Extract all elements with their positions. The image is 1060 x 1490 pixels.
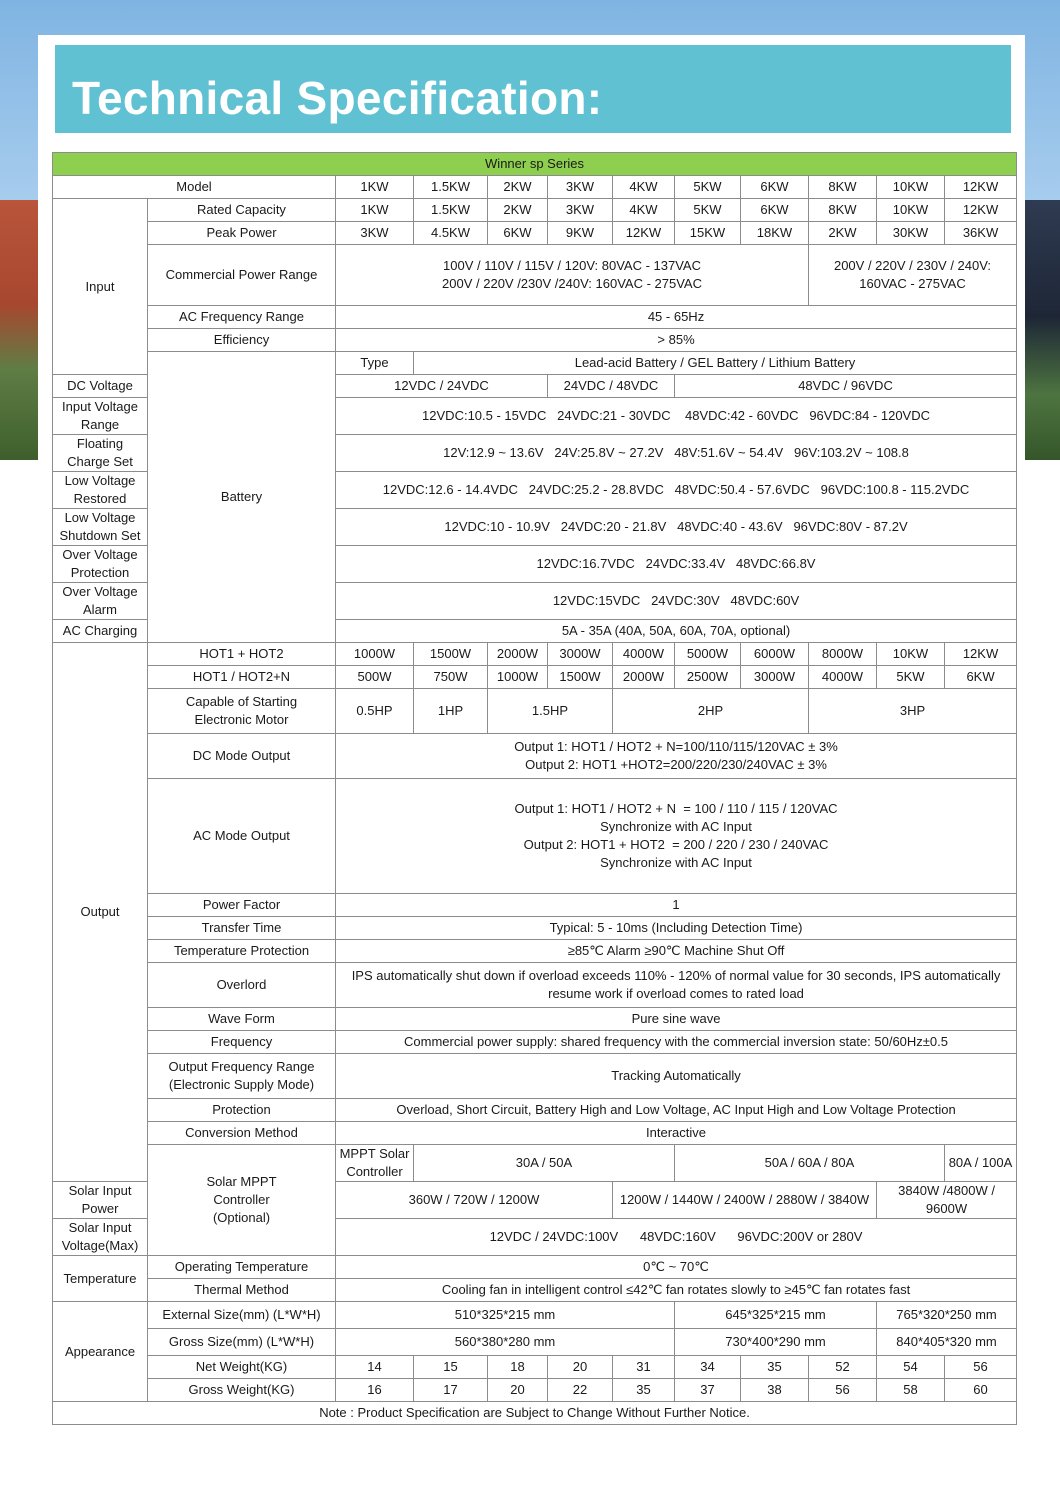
cell: 12VDC:16.7VDC 24VDC:33.4V 48VDC:66.8V bbox=[336, 546, 1017, 583]
table-row bbox=[53, 940, 1017, 963]
cell: Cooling fan in intelligent control ≤42℃ fan rotates slowly to ≥45℃ fan rotates fast bbox=[336, 1279, 1017, 1302]
cell: 2500W bbox=[675, 666, 741, 689]
row-label: Floating Charge Set bbox=[53, 435, 148, 472]
cell-line: IPS automatically shut down if overload exceeds 110% - 120% of normal value for 30 seconds, IPS automatically bbox=[351, 968, 1001, 983]
label-line: (Optional) bbox=[212, 1210, 271, 1225]
cell: 12KW bbox=[945, 643, 1017, 666]
group-label bbox=[148, 1145, 336, 1256]
cell: 1500W bbox=[414, 643, 488, 666]
label-line: (Electronic Supply Mode) bbox=[168, 1077, 315, 1092]
cell-line: resume work if overload comes to rated load bbox=[548, 986, 804, 1001]
table-row bbox=[53, 963, 1017, 1008]
cell: 3000W bbox=[741, 666, 809, 689]
table-row bbox=[53, 894, 1017, 917]
cell: Tracking Automatically bbox=[336, 1054, 1017, 1099]
cell: 1000W bbox=[336, 643, 414, 666]
table-row bbox=[53, 1054, 1017, 1099]
cell: 4KW bbox=[613, 176, 675, 199]
cell: 10KW bbox=[877, 643, 945, 666]
cell-line: 200V / 220V / 230V / 240V: bbox=[833, 258, 992, 273]
row-label: Efficiency bbox=[148, 329, 336, 352]
cell: 15 bbox=[414, 1356, 488, 1379]
cell: 54 bbox=[877, 1356, 945, 1379]
cell: 35 bbox=[741, 1356, 809, 1379]
cell: 1.5HP bbox=[488, 689, 613, 734]
cell: 1200W / 1440W / 2400W / 2880W / 3840W bbox=[613, 1182, 877, 1219]
table-row bbox=[53, 222, 1017, 245]
cell-line: 160VAC - 275VAC bbox=[859, 276, 966, 291]
cell: 3KW bbox=[336, 222, 414, 245]
cell: 35 bbox=[613, 1379, 675, 1402]
label-line: Electronic Motor bbox=[194, 712, 289, 727]
row-label: Frequency bbox=[148, 1031, 336, 1054]
table-row bbox=[53, 176, 1017, 199]
row-label: Temperature Protection bbox=[148, 940, 336, 963]
cell: 4KW bbox=[613, 199, 675, 222]
cell: 2HP bbox=[613, 689, 809, 734]
table-row bbox=[53, 666, 1017, 689]
cell: 2KW bbox=[488, 176, 548, 199]
cell bbox=[809, 245, 1017, 306]
background-house-roof bbox=[0, 200, 38, 460]
row-label: Rated Capacity bbox=[148, 199, 336, 222]
row-label: Transfer Time bbox=[148, 917, 336, 940]
cell: 2000W bbox=[488, 643, 548, 666]
cell: 1KW bbox=[336, 176, 414, 199]
cell: Typical: 5 - 10ms (Including Detection Time) bbox=[336, 917, 1017, 940]
cell: 1KW bbox=[336, 199, 414, 222]
cell: 3KW bbox=[548, 176, 613, 199]
row-label: Type bbox=[336, 352, 414, 375]
cell: 6KW bbox=[741, 176, 809, 199]
cell: 6000W bbox=[741, 643, 809, 666]
cell bbox=[336, 963, 1017, 1008]
cell: 2000W bbox=[613, 666, 675, 689]
cell: 30KW bbox=[877, 222, 945, 245]
table-row bbox=[53, 1356, 1017, 1379]
cell: 9KW bbox=[548, 222, 613, 245]
cell: 4.5KW bbox=[414, 222, 488, 245]
cell: 1.5KW bbox=[414, 176, 488, 199]
row-label bbox=[148, 689, 336, 734]
cell: 5000W bbox=[675, 643, 741, 666]
spec-table bbox=[52, 152, 1017, 1425]
cell: 30A / 50A bbox=[414, 1145, 675, 1182]
cell: 2KW bbox=[488, 199, 548, 222]
group-label: Temperature bbox=[53, 1256, 148, 1302]
cell bbox=[336, 734, 1017, 779]
cell-line: Output 2: HOT1 + HOT2 = 200 / 220 / 230 / 240VAC bbox=[523, 837, 829, 852]
cell: 1000W bbox=[488, 666, 548, 689]
table-row bbox=[53, 643, 1017, 666]
cell: Overload, Short Circuit, Battery High and Low Voltage, AC Input High and Low Voltage Protection bbox=[336, 1099, 1017, 1122]
row-label: External Size(mm) (L*W*H) bbox=[148, 1302, 336, 1329]
cell: 730*400*290 mm bbox=[675, 1329, 877, 1356]
cell: 12KW bbox=[945, 176, 1017, 199]
group-label: Appearance bbox=[53, 1302, 148, 1402]
cell: 510*325*215 mm bbox=[336, 1302, 675, 1329]
cell: 3KW bbox=[548, 199, 613, 222]
cell-line: Output 1: HOT1 / HOT2 + N=100/110/115/120VAC ± 3% bbox=[514, 739, 838, 754]
cell: 48VDC / 96VDC bbox=[675, 375, 1017, 398]
cell-line: Output 2: HOT1 +HOT2=200/220/230/240VAC ± 3% bbox=[525, 757, 827, 772]
cell: 56 bbox=[945, 1356, 1017, 1379]
row-label: Conversion Method bbox=[148, 1122, 336, 1145]
cell: 34 bbox=[675, 1356, 741, 1379]
cell: 0℃ ~ 70℃ bbox=[336, 1256, 1017, 1279]
row-label: Gross Size(mm) (L*W*H) bbox=[148, 1329, 336, 1356]
group-label: Battery bbox=[148, 352, 336, 643]
table-row bbox=[53, 245, 1017, 306]
cell: 12KW bbox=[613, 222, 675, 245]
row-label: Over Voltage Protection bbox=[53, 546, 148, 583]
row-label: MPPT Solar Controller bbox=[336, 1145, 414, 1182]
cell: 4000W bbox=[809, 666, 877, 689]
title-banner bbox=[55, 45, 1011, 133]
table-row bbox=[53, 199, 1017, 222]
cell: 22 bbox=[548, 1379, 613, 1402]
row-label: Peak Power bbox=[148, 222, 336, 245]
cell: 31 bbox=[613, 1356, 675, 1379]
cell: > 85% bbox=[336, 329, 1017, 352]
cell: 60 bbox=[945, 1379, 1017, 1402]
row-label: Protection bbox=[148, 1099, 336, 1122]
cell: 12V:12.9 ~ 13.6V 24V:25.8V ~ 27.2V 48V:51.6V ~ 54.4V 96V:103.2V ~ 108.8 bbox=[336, 435, 1017, 472]
table-row bbox=[53, 1302, 1017, 1329]
cell: 4000W bbox=[613, 643, 675, 666]
cell: 5KW bbox=[675, 176, 741, 199]
row-label: Net Weight(KG) bbox=[148, 1356, 336, 1379]
row-label: Over Voltage Alarm bbox=[53, 583, 148, 620]
cell: Commercial power supply: shared frequency with the commercial inversion state: 50/60Hz±0.5 bbox=[336, 1031, 1017, 1054]
row-label: Low Voltage Restored bbox=[53, 472, 148, 509]
table-row bbox=[53, 1256, 1017, 1279]
cell: ≥85℃ Alarm ≥90℃ Machine Shut Off bbox=[336, 940, 1017, 963]
cell: 58 bbox=[877, 1379, 945, 1402]
cell: 360W / 720W / 1200W bbox=[336, 1182, 613, 1219]
cell: 8000W bbox=[809, 643, 877, 666]
row-label: Commercial Power Range bbox=[148, 245, 336, 306]
table-row bbox=[53, 779, 1017, 894]
cell: 52 bbox=[809, 1356, 877, 1379]
row-label: DC Voltage bbox=[53, 375, 148, 398]
page-title: Technical Specification: bbox=[72, 72, 603, 124]
table-row bbox=[53, 352, 1017, 375]
cell: 14 bbox=[336, 1356, 414, 1379]
cell: 12VDC:15VDC 24VDC:30V 48VDC:60V bbox=[336, 583, 1017, 620]
series-row bbox=[53, 153, 1017, 176]
cell-line: Synchronize with AC Input bbox=[600, 819, 752, 834]
label-line: Capable of Starting bbox=[185, 694, 298, 709]
cell: 1HP bbox=[414, 689, 488, 734]
background-solar-panel bbox=[1024, 200, 1060, 460]
cell: 560*380*280 mm bbox=[336, 1329, 675, 1356]
row-label: Model bbox=[53, 176, 336, 199]
table-row bbox=[53, 329, 1017, 352]
row-label: Power Factor bbox=[148, 894, 336, 917]
cell: 12KW bbox=[945, 199, 1017, 222]
cell: Pure sine wave bbox=[336, 1008, 1017, 1031]
cell: 6KW bbox=[488, 222, 548, 245]
cell: 3840W /4800W / 9600W bbox=[877, 1182, 1017, 1219]
note: Note : Product Specification are Subject to Change Without Further Notice. bbox=[53, 1402, 1017, 1425]
cell: 750W bbox=[414, 666, 488, 689]
cell: 17 bbox=[414, 1379, 488, 1402]
cell: 645*325*215 mm bbox=[675, 1302, 877, 1329]
row-label: Thermal Method bbox=[148, 1279, 336, 1302]
row-label: Solar Input Power bbox=[53, 1182, 148, 1219]
cell: 50A / 60A / 80A bbox=[675, 1145, 945, 1182]
row-label: HOT1 + HOT2 bbox=[148, 643, 336, 666]
cell: 12VDC:12.6 - 14.4VDC 24VDC:25.2 - 28.8VDC 48VDC:50.4 - 57.6VDC 96VDC:100.8 - 115.2VDC bbox=[336, 472, 1017, 509]
cell: 6KW bbox=[945, 666, 1017, 689]
cell: 6KW bbox=[741, 199, 809, 222]
table-row bbox=[53, 689, 1017, 734]
table-row bbox=[53, 306, 1017, 329]
cell: 20 bbox=[548, 1356, 613, 1379]
cell: 1500W bbox=[548, 666, 613, 689]
cell: 10KW bbox=[877, 199, 945, 222]
row-label: Operating Temperature bbox=[148, 1256, 336, 1279]
cell: Lead-acid Battery / GEL Battery / Lithium Battery bbox=[414, 352, 1017, 375]
cell bbox=[336, 779, 1017, 894]
cell: 5KW bbox=[877, 666, 945, 689]
table-row bbox=[53, 1099, 1017, 1122]
row-label: AC Charging bbox=[53, 620, 148, 643]
cell: 12VDC:10 - 10.9V 24VDC:20 - 21.8V 48VDC:40 - 43.6V 96VDC:80V - 87.2V bbox=[336, 509, 1017, 546]
cell-line: Output 1: HOT1 / HOT2 + N = 100 / 110 / 115 / 120VAC bbox=[514, 801, 838, 816]
row-label: DC Mode Output bbox=[148, 734, 336, 779]
row-label: HOT1 / HOT2+N bbox=[148, 666, 336, 689]
label-line: Controller bbox=[213, 1192, 270, 1207]
note-row bbox=[53, 1402, 1017, 1425]
cell: 840*405*320 mm bbox=[877, 1329, 1017, 1356]
cell: 18 bbox=[488, 1356, 548, 1379]
row-label: AC Frequency Range bbox=[148, 306, 336, 329]
table-row bbox=[53, 734, 1017, 779]
row-label: Wave Form bbox=[148, 1008, 336, 1031]
cell bbox=[336, 245, 809, 306]
group-label: Input bbox=[53, 199, 148, 375]
cell-line: Synchronize with AC Input bbox=[600, 855, 752, 870]
cell: 8KW bbox=[809, 199, 877, 222]
table-row bbox=[53, 1031, 1017, 1054]
cell: 5KW bbox=[675, 199, 741, 222]
cell: Interactive bbox=[336, 1122, 1017, 1145]
cell: 12VDC / 24VDC bbox=[336, 375, 548, 398]
table-row bbox=[53, 917, 1017, 940]
cell: 2KW bbox=[809, 222, 877, 245]
cell: 765*320*250 mm bbox=[877, 1302, 1017, 1329]
cell: 5A - 35A (40A, 50A, 60A, 70A, optional) bbox=[336, 620, 1017, 643]
cell: 500W bbox=[336, 666, 414, 689]
cell: 8KW bbox=[809, 176, 877, 199]
row-label: AC Mode Output bbox=[148, 779, 336, 894]
group-label: Output bbox=[53, 643, 148, 1182]
row-label: Gross Weight(KG) bbox=[148, 1379, 336, 1402]
table-row bbox=[53, 1279, 1017, 1302]
cell: 3000W bbox=[548, 643, 613, 666]
row-label: Low Voltage Shutdown Set bbox=[53, 509, 148, 546]
table-row bbox=[53, 1008, 1017, 1031]
cell: 37 bbox=[675, 1379, 741, 1402]
cell: 16 bbox=[336, 1379, 414, 1402]
cell: 10KW bbox=[877, 176, 945, 199]
cell: 80A / 100A bbox=[945, 1145, 1017, 1182]
cell: 45 - 65Hz bbox=[336, 306, 1017, 329]
row-label: Overlord bbox=[148, 963, 336, 1008]
cell: 12VDC:10.5 - 15VDC 24VDC:21 - 30VDC 48VDC:42 - 60VDC 96VDC:84 - 120VDC bbox=[336, 398, 1017, 435]
table-row bbox=[53, 1145, 1017, 1182]
cell: 1 bbox=[336, 894, 1017, 917]
cell-line: 200V / 220V /230V /240V: 160VAC - 275VAC bbox=[442, 276, 702, 291]
table-row bbox=[53, 1122, 1017, 1145]
cell: 36KW bbox=[945, 222, 1017, 245]
table-row bbox=[53, 1329, 1017, 1356]
cell: 12VDC / 24VDC:100V 48VDC:160V 96VDC:200V or 280V bbox=[336, 1219, 1017, 1256]
cell-line: 100V / 110V / 115V / 120V: 80VAC - 137VAC bbox=[443, 258, 701, 273]
cell: 20 bbox=[488, 1379, 548, 1402]
row-label: Input Voltage Range bbox=[53, 398, 148, 435]
cell: 18KW bbox=[741, 222, 809, 245]
row-label bbox=[148, 1054, 336, 1099]
cell: 56 bbox=[809, 1379, 877, 1402]
cell: 15KW bbox=[675, 222, 741, 245]
label-line: Output Frequency Range bbox=[168, 1059, 315, 1074]
cell: 24VDC / 48VDC bbox=[548, 375, 675, 398]
table-row bbox=[53, 1379, 1017, 1402]
cell: 38 bbox=[741, 1379, 809, 1402]
series-title: Winner sp Series bbox=[53, 153, 1017, 176]
cell: 3HP bbox=[809, 689, 1017, 734]
label-line: Solar MPPT bbox=[206, 1174, 277, 1189]
cell: 1.5KW bbox=[414, 199, 488, 222]
row-label: Solar Input Voltage(Max) bbox=[53, 1219, 148, 1256]
cell: 0.5HP bbox=[336, 689, 414, 734]
